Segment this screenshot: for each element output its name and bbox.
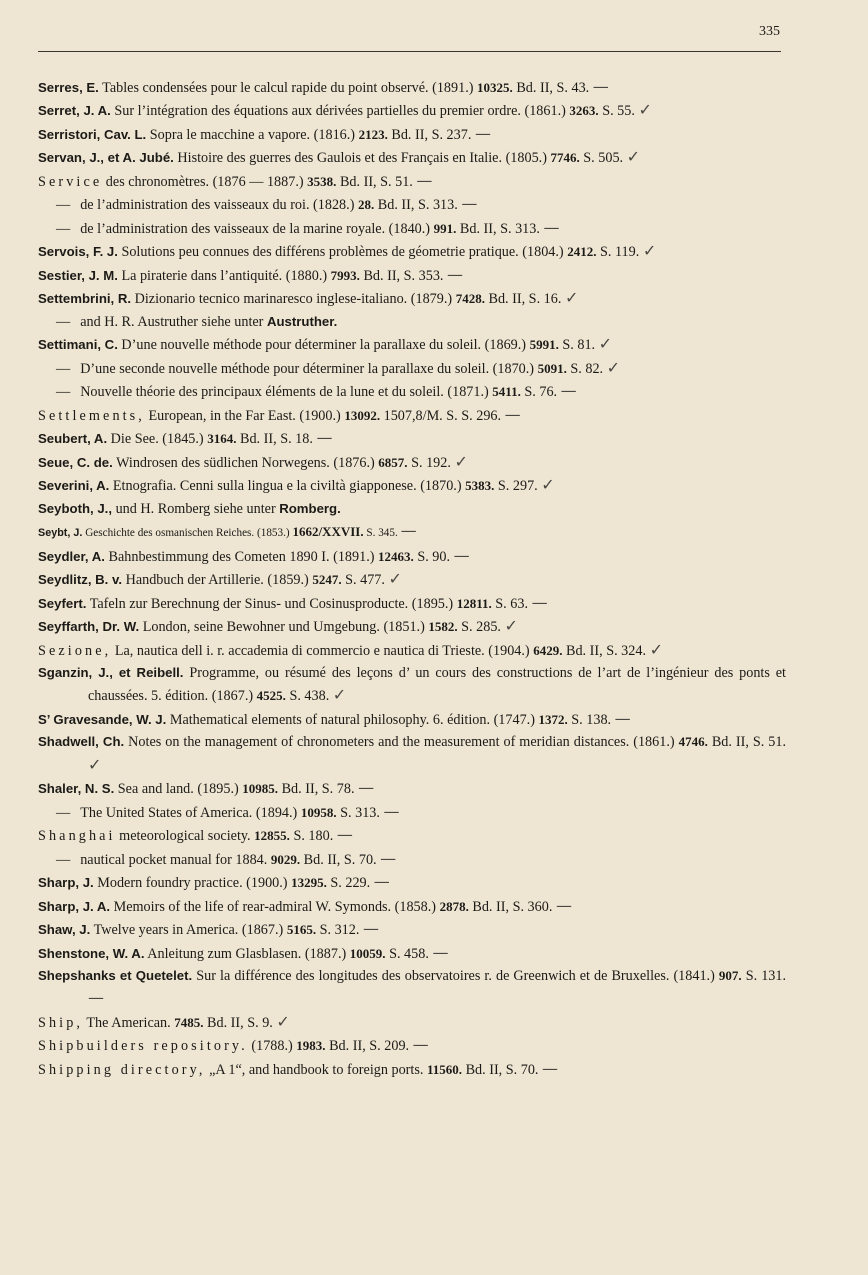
index-entry xyxy=(38,1011,786,1034)
index-entry xyxy=(38,380,786,403)
continuation-dash: — xyxy=(56,313,71,330)
index-entry xyxy=(38,777,786,800)
index-entry xyxy=(38,871,786,894)
entry-title: European, in the Far East. (1900.) xyxy=(148,407,341,424)
entry-page-ref: Bd. II, S. 70. xyxy=(465,1061,539,1078)
checkmark-icon: ✓ xyxy=(332,685,347,705)
checkmark-icon: ✓ xyxy=(638,100,652,120)
entry-title: La piraterie dans l’antiquité. (1880.) xyxy=(121,267,328,284)
index-entry xyxy=(38,520,786,544)
index-entry xyxy=(38,170,786,193)
entry-title: Modern foundry practice. (1900.) xyxy=(97,875,288,892)
entry-shelfmark: 10325. xyxy=(477,80,513,95)
entry-title: „A 1“, and handbook to foreign ports. xyxy=(209,1061,424,1078)
entry-title: de l’administration des vaisseaux de la marine royale. (1840.) xyxy=(80,220,431,237)
dash-mark-icon: — xyxy=(416,170,432,190)
entry-page-ref: S. 313. xyxy=(340,804,380,821)
entry-author: Shenstone, W. A. xyxy=(38,945,145,961)
entry-keyword: Ship, xyxy=(38,1014,84,1031)
entry-shelfmark: 10059. xyxy=(349,945,386,961)
index-entry xyxy=(38,146,786,169)
entry-title: The American. xyxy=(86,1014,171,1031)
entry-author: Severini, A. xyxy=(38,478,110,494)
dash-mark-icon: — xyxy=(560,381,576,401)
entry-title: Histoire des guerres des Gaulois et des Français en Italie. (1805.) xyxy=(177,150,547,167)
entry-page-ref: Bd. II, S. 209. xyxy=(329,1038,410,1055)
entry-page-ref: S. 458. xyxy=(389,945,429,962)
index-entry xyxy=(38,545,786,568)
index-entry xyxy=(38,824,786,847)
entry-title: The United States of America. (1894.) xyxy=(80,804,298,821)
entry-shelfmark: 2878. xyxy=(439,898,469,914)
entry-title: Solutions peu connues des différens problèmes de géometrie pratique. (1804.) xyxy=(121,244,564,261)
entry-shelfmark: 12855. xyxy=(254,828,290,844)
entry-author: Sganzin, J., et Reibell. xyxy=(38,665,184,681)
index-entry xyxy=(38,498,786,520)
entry-author: Shaw, J. xyxy=(38,922,91,938)
entry-author: Seybt, J. xyxy=(38,527,83,540)
entry-shelfmark: 7993. xyxy=(330,267,360,283)
entry-author: Seubert, A. xyxy=(38,431,108,447)
dash-mark-icon: — xyxy=(358,778,374,798)
entry-shelfmark: 6857. xyxy=(378,454,408,470)
entry-author: Seydler, A. xyxy=(38,548,105,564)
entry-cross-reference: Romberg. xyxy=(279,500,341,516)
checkmark-icon: ✓ xyxy=(626,147,641,167)
entry-page-ref: Bd. II, S. 51. xyxy=(339,173,413,190)
entry-page-ref: S. 345. xyxy=(366,527,398,540)
checkmark-icon: ✓ xyxy=(564,288,579,308)
entry-author: Settembrini, R. xyxy=(38,291,132,307)
entry-page-ref: Bd. II, S. 43. xyxy=(516,80,590,96)
entry-shelfmark: 1983. xyxy=(296,1038,326,1054)
index-entry xyxy=(38,639,786,662)
entry-keyword: Sezione, xyxy=(38,642,112,659)
entry-title: London, seine Bewohner und Umgebung. (1851.) xyxy=(142,619,425,636)
entry-author: Seyffarth, Dr. W. xyxy=(38,619,140,635)
index-entry xyxy=(38,264,786,287)
entry-title: Sur la différence des longitudes des observatoires r. de Greenwich et de Bruxelles. (1841.) xyxy=(196,968,715,985)
entry-author: Serristori, Cav. L. xyxy=(38,126,147,142)
entry-keyword: Shanghai xyxy=(38,828,116,845)
entry-author: Servan, J., et A. Jubé. xyxy=(38,150,174,166)
entry-title: (1788.) xyxy=(251,1038,293,1055)
checkmark-icon: ✓ xyxy=(541,475,555,495)
index-entry xyxy=(38,918,786,941)
dash-mark-icon: — xyxy=(88,988,103,1008)
dash-mark-icon: — xyxy=(362,919,378,939)
dash-mark-icon: — xyxy=(373,872,389,892)
index-entry xyxy=(38,427,786,450)
entry-page-ref: S. 505. xyxy=(583,150,624,167)
entry-shelfmark: 28. xyxy=(357,197,375,213)
entry-title: Notes on the management of chronometers and the measurement of meridian distances. (1861.) xyxy=(128,734,675,751)
checkmark-icon: ✓ xyxy=(606,357,621,377)
dash-mark-icon: — xyxy=(614,708,630,728)
index-entry xyxy=(38,99,786,122)
entry-author: S’ Gravesande, W. J. xyxy=(38,711,167,727)
continuation-dash: — xyxy=(56,197,71,214)
entry-shelfmark: 13295. xyxy=(291,875,327,891)
index-entry xyxy=(38,76,786,99)
entry-page-ref: S. 90. xyxy=(417,548,451,565)
continuation-dash: — xyxy=(56,360,71,377)
entry-title: and H. R. Austruther siehe unter xyxy=(80,313,264,330)
entry-shelfmark: 10985. xyxy=(242,781,279,797)
dash-mark-icon: — xyxy=(336,825,352,845)
continuation-dash: — xyxy=(56,384,71,401)
entry-title: und H. Romberg siehe unter xyxy=(115,500,276,517)
index-entry xyxy=(38,451,786,474)
checkmark-icon: ✓ xyxy=(276,1011,290,1031)
entry-cross-reference: Austruther. xyxy=(266,313,338,329)
entry-title: D’une nouvelle méthode pour déterminer la parallaxe du soleil. (1869.) xyxy=(121,337,527,354)
entry-shelfmark: 5165. xyxy=(286,922,317,938)
entry-title: Mathematical elements of natural philosophy. 6. édition. (1747.) xyxy=(169,711,535,728)
entry-shelfmark: 7485. xyxy=(174,1014,204,1030)
entry-author: Seyboth, J., xyxy=(38,500,113,516)
entry-page-ref: Bd. II, S. 9. xyxy=(207,1014,273,1031)
entry-shelfmark: 10958. xyxy=(300,804,337,820)
entry-shelfmark: 7746. xyxy=(550,150,580,166)
index-entry xyxy=(38,801,786,824)
entry-keyword: Shipbuilders repository. xyxy=(38,1038,248,1055)
entry-shelfmark: 3538. xyxy=(307,173,337,189)
entry-title: Twelve years in America. (1867.) xyxy=(93,922,284,939)
entry-author: Seue, C. de. xyxy=(38,454,113,470)
continuation-dash: — xyxy=(56,851,71,868)
entry-title: Tables condensées pour le calcul rapide du point observé. (1891.) xyxy=(102,80,474,96)
entry-author: Seydlitz, B. v. xyxy=(38,572,123,588)
index-entry xyxy=(38,217,786,240)
continuation-dash: — xyxy=(56,220,71,237)
entry-author: Servois, F. J. xyxy=(38,244,118,260)
entry-title: Bahnbestimmung des Cometen 1890 I. (1891.) xyxy=(108,548,375,565)
entry-author: Shadwell, Ch. xyxy=(38,734,125,750)
index-entry xyxy=(38,592,786,615)
entry-page-ref: S. 138. xyxy=(571,711,612,728)
entry-page-ref: Bd. II, S. 324. xyxy=(566,642,647,659)
checkmark-icon: ✓ xyxy=(388,569,402,589)
entry-title: Windrosen des südlichen Norwegens. (1876.) xyxy=(116,454,375,471)
entry-keyword: Shipping directory, xyxy=(38,1061,206,1078)
entry-page-ref: S. 229. xyxy=(330,875,371,892)
entry-shelfmark: 12811. xyxy=(456,595,492,611)
dash-mark-icon: — xyxy=(592,77,608,96)
entry-title: Sopra le macchine a vapore. (1816.) xyxy=(149,126,356,143)
continuation-dash: — xyxy=(56,804,71,821)
dash-mark-icon: — xyxy=(461,194,477,214)
dash-mark-icon: — xyxy=(531,592,547,612)
entry-page-ref: Bd. II, S. 313. xyxy=(459,220,540,237)
dash-mark-icon: — xyxy=(412,1035,428,1055)
entry-title: Nouvelle théorie des principaux éléments de la lune et du soleil. (1871.) xyxy=(80,384,489,401)
index-entry xyxy=(38,942,786,965)
entry-page-ref: Bd. II, S. 353. xyxy=(363,267,444,284)
entry-author: Seyfert. xyxy=(38,595,87,611)
entry-title: meteorological society. xyxy=(119,828,251,845)
index-entry xyxy=(38,1058,786,1081)
entry-shelfmark: 5991. xyxy=(529,337,559,353)
entry-page-ref: Bd. II, S. 78. xyxy=(281,781,355,798)
entry-page-ref: S. 285. xyxy=(461,619,501,636)
index-entry xyxy=(38,568,786,591)
entry-shelfmark: 7428. xyxy=(455,291,485,307)
entry-title: Sur l’intégration des équations aux dérivées partielles du premier ordre. (1861.) xyxy=(114,103,566,120)
entry-shelfmark: 1582. xyxy=(428,619,458,635)
index-entry xyxy=(38,287,786,310)
entry-page-ref: S. 76. xyxy=(524,384,558,401)
checkmark-icon: ✓ xyxy=(598,334,613,354)
dash-mark-icon: — xyxy=(380,848,396,868)
entry-page-ref: Bd. II, S. 237. xyxy=(391,126,472,143)
entry-page-ref: Bd. II, S. 18. xyxy=(240,431,313,448)
entry-page-ref: S. 55. xyxy=(602,103,635,120)
entry-shelfmark: 5383. xyxy=(465,478,495,494)
entry-shelfmark: 5411. xyxy=(492,384,521,400)
checkmark-icon: ✓ xyxy=(454,451,468,471)
entry-page-ref: Bd. II, S. 70. xyxy=(303,851,377,868)
entry-page-ref: S. 63. xyxy=(495,595,529,612)
checkmark-icon: ✓ xyxy=(642,241,657,261)
checkmark-icon: ✓ xyxy=(504,616,518,636)
entry-title: Dizionario tecnico marinaresco inglese-italiano. (1879.) xyxy=(134,291,453,308)
entry-page-ref: S. 297. xyxy=(497,478,538,495)
dash-mark-icon: — xyxy=(504,404,520,424)
dash-mark-icon: — xyxy=(383,801,399,821)
entry-shelfmark: 3164. xyxy=(207,431,237,447)
entry-page-ref: S. 82. xyxy=(570,360,604,377)
entry-shelfmark: 5247. xyxy=(312,572,342,588)
entry-author: Serres, E. xyxy=(38,80,99,95)
entry-keyword: Service xyxy=(38,173,103,190)
dash-mark-icon: — xyxy=(474,123,490,143)
index-entry xyxy=(38,474,786,497)
entry-title: D’une seconde nouvelle méthode pour déterminer la parallaxe du soleil. (1870.) xyxy=(80,360,535,377)
dash-mark-icon: — xyxy=(316,428,332,448)
entry-page-ref: Bd. II, S. 16. xyxy=(488,291,562,308)
entry-page-ref: S. 81. xyxy=(562,337,596,354)
entry-shelfmark: 11560. xyxy=(426,1061,463,1077)
header-rule xyxy=(38,51,781,52)
checkmark-icon: ✓ xyxy=(649,639,663,659)
entry-title: de l’administration des vaisseaux du roi. (1828.) xyxy=(80,197,355,214)
entry-shelfmark: 6429. xyxy=(533,642,563,658)
entry-page-ref: S. 192. xyxy=(411,454,451,471)
entry-shelfmark: 1662/XXVII. xyxy=(292,524,364,540)
entry-title: des chronomètres. (1876 — 1887.) xyxy=(105,173,304,190)
entry-shelfmark: 3263. xyxy=(569,103,599,119)
index-entry xyxy=(38,848,786,871)
entry-shelfmark: 13092. xyxy=(344,407,381,423)
index-entry xyxy=(38,404,786,427)
entry-author: Sharp, J. A. xyxy=(38,898,111,914)
index-entry xyxy=(38,123,786,146)
dash-mark-icon: — xyxy=(432,942,448,962)
entry-title: Anleitung zum Glasblasen. (1887.) xyxy=(147,945,347,962)
dash-mark-icon: — xyxy=(447,264,463,284)
index-entry xyxy=(38,333,786,356)
entry-shelfmark: 907. xyxy=(718,968,742,984)
entry-page-ref: S. 131. xyxy=(745,968,787,985)
entry-author: Sharp, J. xyxy=(38,875,94,891)
dash-mark-icon: — xyxy=(543,217,559,237)
entry-shelfmark: 2123. xyxy=(358,126,388,142)
index-entries xyxy=(38,76,786,1081)
entry-title: Tafeln zur Berechnung der Sinus- und Cosinusproducte. (1895.) xyxy=(89,595,454,612)
entry-title: La, nautica dell i. r. accademia di commercio e nautica di Trieste. (1904.) xyxy=(114,642,530,659)
index-entry xyxy=(38,662,786,708)
entry-page-ref: S. 438. xyxy=(289,688,330,705)
index-entry xyxy=(38,615,786,638)
entry-page-ref: S. 312. xyxy=(319,922,360,939)
entry-page-ref: Bd. II, S. 360. xyxy=(472,898,553,915)
entry-title: Geschichte des osmanischen Reiches. (1853.) xyxy=(85,527,290,540)
entry-title: Etnografia. Cenni sulla lingua e la civiltà giapponese. (1870.) xyxy=(112,478,462,495)
entry-author: Shepshanks et Quetelet. xyxy=(38,968,193,984)
entry-shelfmark: 991. xyxy=(433,220,457,236)
dash-mark-icon: — xyxy=(542,1058,558,1078)
entry-shelfmark: 12463. xyxy=(378,548,414,564)
index-entry xyxy=(38,311,786,333)
index-entry xyxy=(38,895,786,918)
index-entry xyxy=(38,1034,786,1057)
entry-author: Sestier, J. M. xyxy=(38,267,118,283)
entry-page-ref: Bd. II, S. 313. xyxy=(377,197,458,214)
entry-title: Memoirs of the life of rear-admiral W. Symonds. (1858.) xyxy=(113,898,437,915)
dash-mark-icon: — xyxy=(400,521,416,541)
dash-mark-icon: — xyxy=(453,545,469,565)
entry-page-ref: Bd. II, S. 51. xyxy=(711,734,787,751)
entry-shelfmark: 5091. xyxy=(537,360,567,376)
entry-author: Settimani, C. xyxy=(38,337,118,353)
index-entry xyxy=(38,357,786,380)
entry-title: Die See. (1845.) xyxy=(110,431,204,448)
entry-shelfmark: 9029. xyxy=(270,851,301,867)
entry-title: Handbuch der Artillerie. (1859.) xyxy=(125,572,309,589)
entry-page-ref: S. 477. xyxy=(345,572,385,589)
entry-shelfmark: 2412. xyxy=(567,244,597,260)
entry-author: Serret, J. A. xyxy=(38,103,111,119)
entry-page-ref: S. 180. xyxy=(293,828,334,845)
entry-title: nautical pocket manual for 1884. xyxy=(80,851,268,868)
index-entry xyxy=(38,965,786,1011)
entry-shelfmark: 1372. xyxy=(538,711,568,727)
entry-title: Programme, ou résumé des leçons d’ un cours des constructions de l’art de l’ingénieur des ponts et chaussées. 5. édition. (1867.) xyxy=(88,665,786,705)
entry-page-ref: S. 119. xyxy=(600,244,640,261)
page-number: 335 xyxy=(759,24,780,39)
entry-page-ref: 1507,8/M. S. S. 296. xyxy=(383,407,502,424)
entry-shelfmark: 4746. xyxy=(678,734,708,750)
dash-mark-icon: — xyxy=(555,895,571,915)
entry-title: Sea and land. (1895.) xyxy=(117,781,239,798)
index-entry xyxy=(38,193,786,216)
entry-keyword: Settlements, xyxy=(38,407,145,424)
checkmark-icon: ✓ xyxy=(88,754,102,774)
entry-shelfmark: 4525. xyxy=(256,688,286,704)
index-entry xyxy=(38,708,786,731)
index-entry xyxy=(38,731,786,777)
index-entry xyxy=(38,240,786,263)
entry-author: Shaler, N. S. xyxy=(38,781,115,797)
